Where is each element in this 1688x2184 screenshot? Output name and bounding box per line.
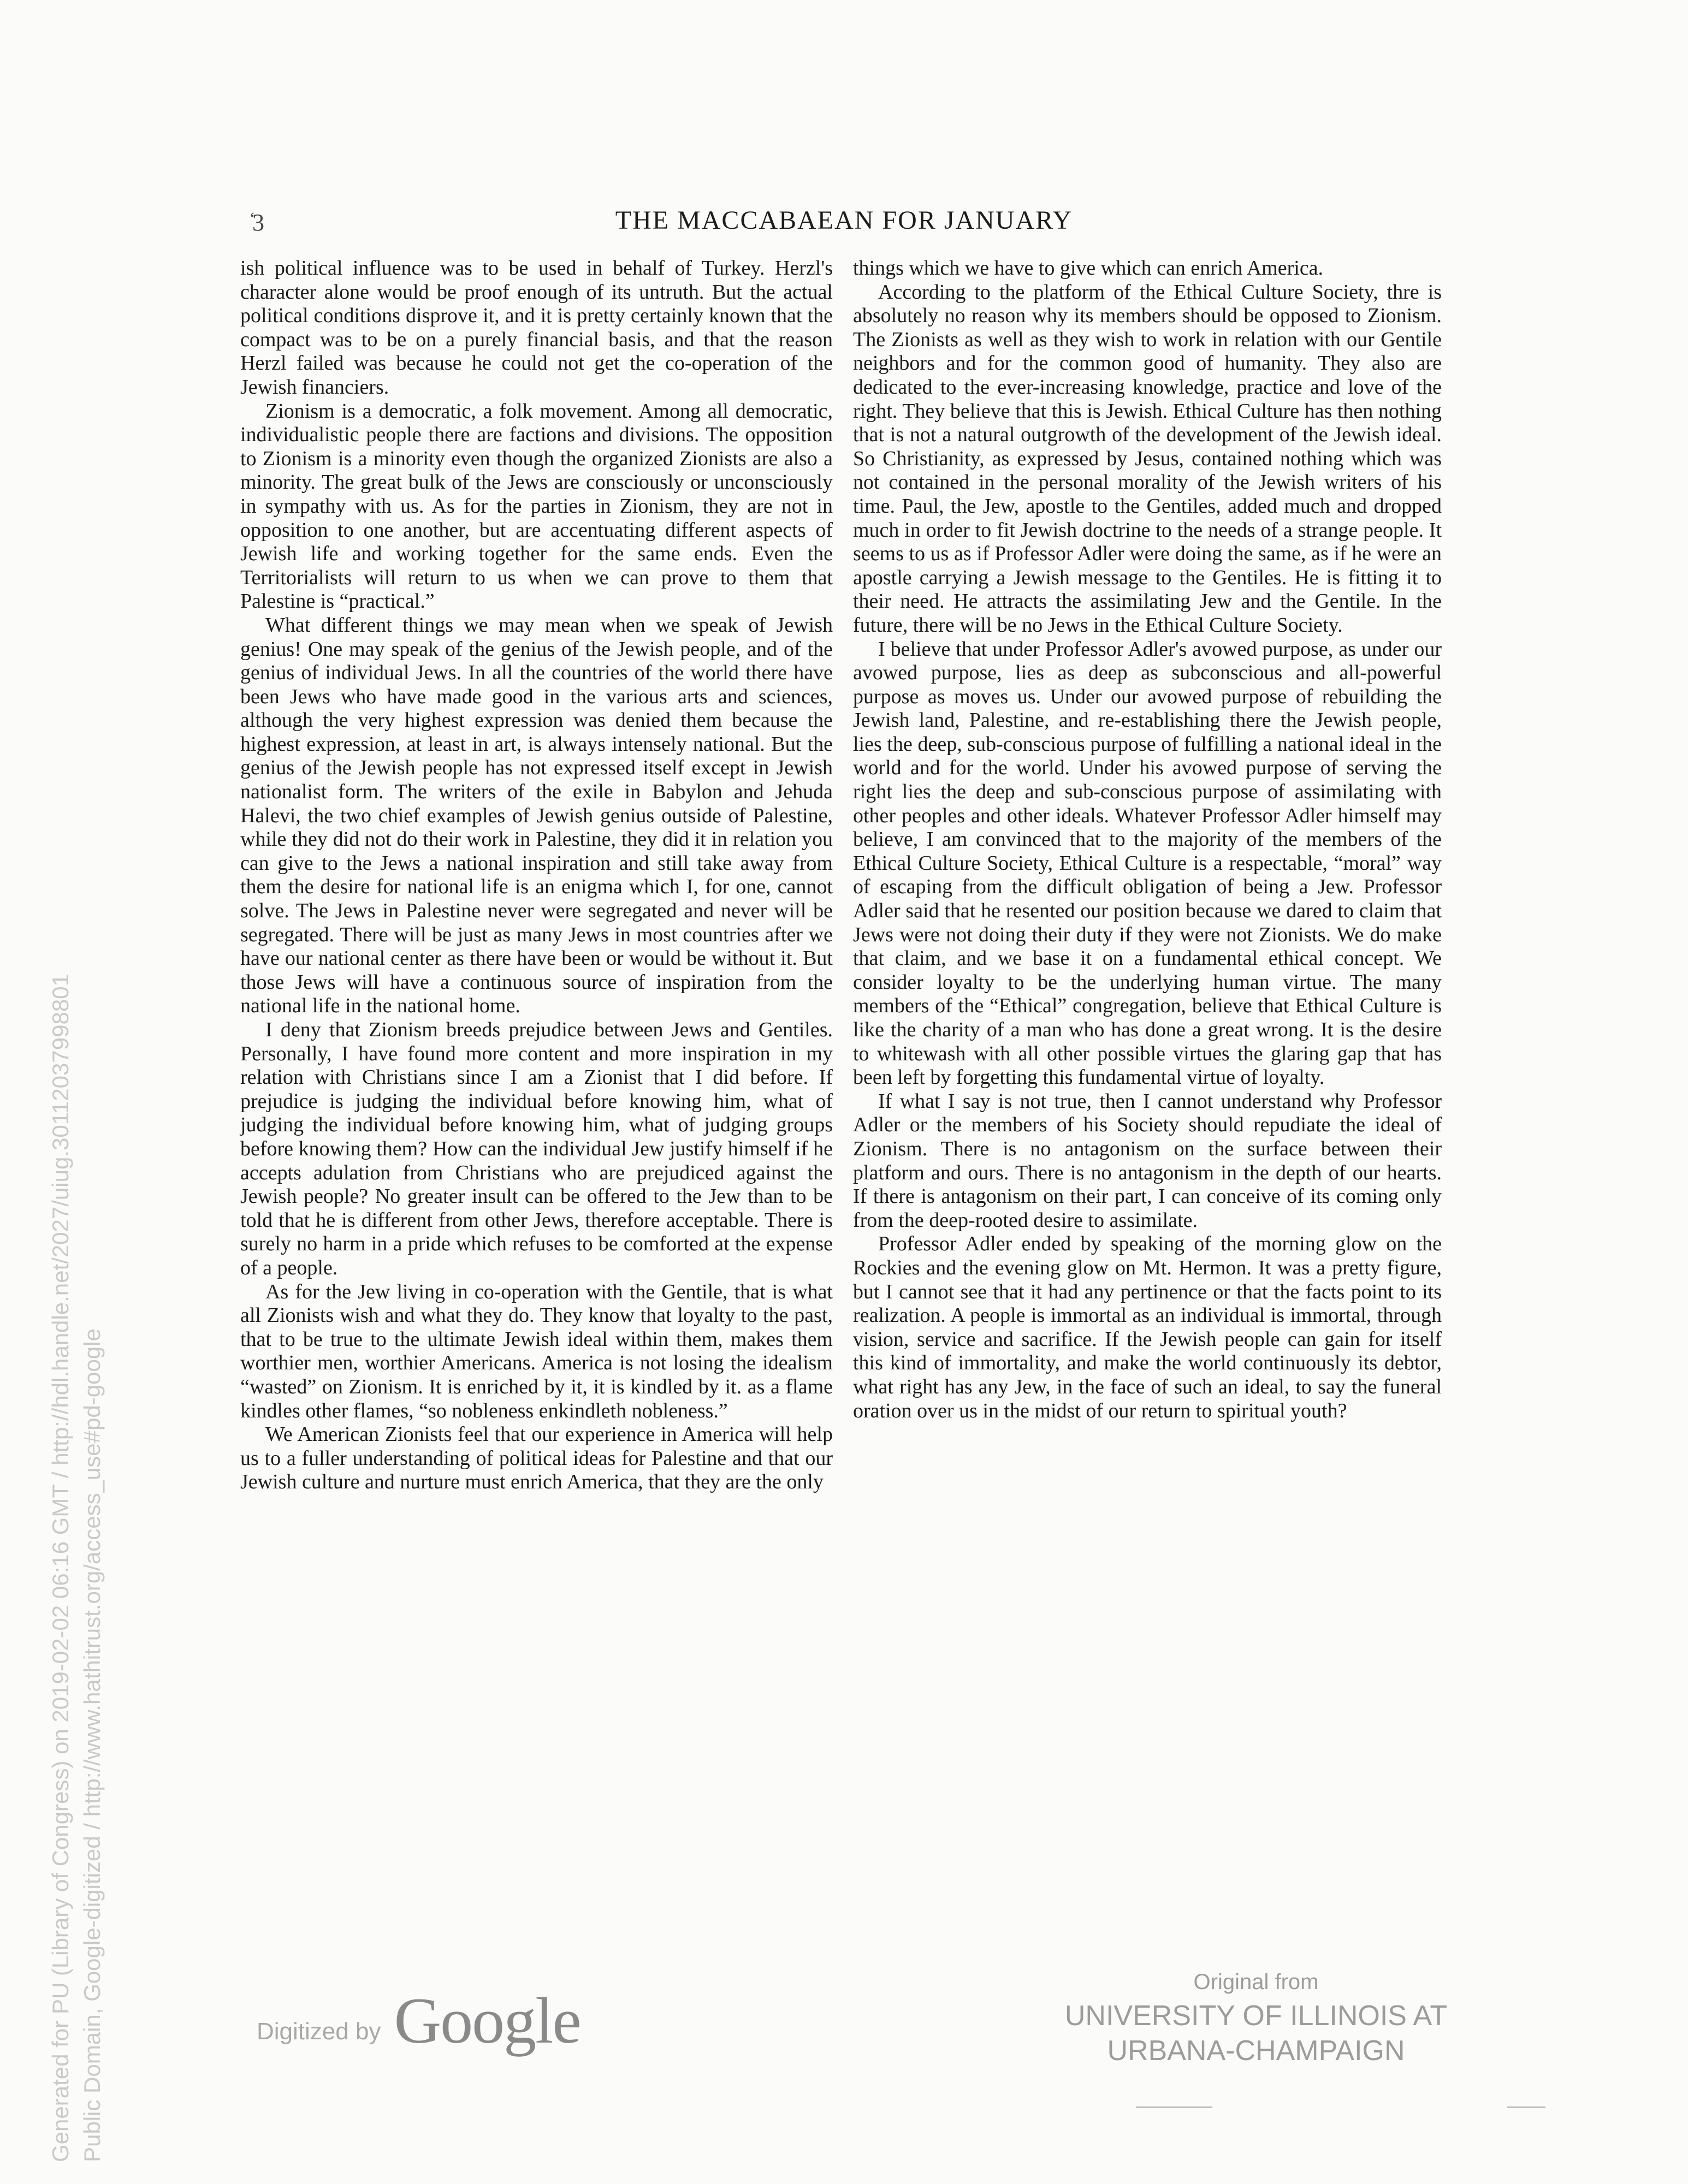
left-column	[240, 257, 833, 1494]
original-label: Original from	[1193, 1970, 1319, 1994]
access-stamp	[45, 306, 108, 2162]
scan-mark	[1136, 2106, 1212, 2108]
paragraph: Zionism is a democratic, a folk movement. Among all democratic, individualistic people there are factions and divisions. The opposition to Zionism is a minority even though the organized Zionists are also a minority. The great bulk of the Jews are consciously or unconsciously in sympathy with us. As for the parties in Zionism, they are not in opposition to one another, but are accentuating different aspects of Jewish life and working together for the same ends. Even the Territorialists will return to us when we can prove to them that Palestine is “practical.”	[240, 399, 833, 613]
paragraph: things which we have to give which can enrich America.	[853, 257, 1324, 280]
page-number: ̒3	[252, 209, 264, 236]
access-stamp-line: Public Domain, Google-digitized / http://www.hathitrust.org/access_use#pd-google	[79, 1328, 105, 2162]
digitized-label: Digitized by	[257, 2018, 381, 2045]
google-logo: Google	[394, 1984, 581, 2057]
paragraph: If what I say is not true, then I cannot understand why Professor Adler or the members of his Society should repudiate the ideal of Zionism. There is no antagonism on the surface between their platform and ours. There is no antagonism in the depth of our hearts. If there is antagonism on their part, I can conceive of its coming only from the deep-rooted desire to assimilate.	[853, 1089, 1442, 1232]
access-stamp-line: Generated for PU (Library of Congress) on 2019-02-02 06:16 GMT / http://hdl.handle.net/2027/uiug.30112037998801	[48, 974, 73, 2162]
running-title: THE MACCABAEAN FOR JANUARY	[615, 206, 1073, 235]
right-column	[853, 257, 1442, 1423]
paragraph: What different things we may mean when we speak of Jewish genius! One may speak of the genius of the Jewish people, and of the genius of individual Jews. In all the countries of the world there have been Jews who have made good in the various arts and sciences, although the very highest expression was denied them because the highest expression, at least in art, is always intensely national. But the genius of the Jewish people has not expressed itself except in Jewish nationalist form. The writers of the exile in Babylon and Jehuda Halevi, the two chief examples of Jewish genius outside of Palestine, while they did not do their work in Palestine, they did it in relation you can give to the Jews a national inspiration and still take away from them the desire for national life is an enigma which I, for one, cannot solve. The Jews in Palestine never were segregated and never will be segregated. There will be just as many Jews in most countries after we have our national center as there have been or would be without it. But those Jews will have a continuous source of inspiration from the national life in the national home.	[240, 613, 833, 1018]
paragraph: Professor Adler ended by speaking of the morning glow on the Rockies and the evening glow on Mt. Hermon. It was a pretty figure, but I cannot see that it had any pertinence or that the facts point to its realization. A people is immortal as an individual is immortal, through vision, service and sacrifice. If the Jewish people can gain for itself this kind of immortality, and make the world continuously its debtor, what right has any Jew, in the face of such an ideal, to say the funeral oration over us in the midst of our return to spiritual youth?	[853, 1232, 1442, 1422]
institution-name: UNIVERSITY OF ILLINOIS AT	[1064, 2000, 1448, 2032]
scan-mark	[1507, 2106, 1545, 2108]
paragraph: I believe that under Professor Adler's avowed purpose, as under our avowed purpose, lies as deep as subconscious and all-powerful purpose as moves us. Under our avowed purpose of rebuilding the Jewish land, Palestine, and re-establishing there the Jewish people, lies the deep, sub-conscious purpose of fulfilling a national ideal in the world and for the world. Under his avowed purpose of serving the right lies the deep and sub-conscious purpose of assimilating with other peoples and other ideals. Whatever Professor Adler himself may believe, I am convinced that to the majority of the members of the Ethical Culture Society, Ethical Culture is a respectable, “moral” way of escaping from the difficult obligation of being a Jew. Professor Adler said that he resented our position because we dared to claim that Jews were not doing their duty if they were not Zionists. We do make that claim, and we base it on a fundamental ethical concept. We consider loyalty to be the underlying human virtue. The many members of the “Ethical” congregation, believe that Ethical Culture is like the charity of a man who has done a great wrong. It is the desire to whitewash with all other possible virtues the glaring gap that has been left by forgetting this fundamental virtue of loyalty.	[853, 637, 1442, 1089]
paragraph: According to the platform of the Ethical Culture Society, thre is absolutely no reason why its members should be opposed to Zionism. The Zionists as well as they wish to work in relation with our Gentile neighbors and for the common good of humanity. They also are dedicated to the ever-increasing knowledge, practice and love of the right. They believe that this is Jewish. Ethical Culture has then nothing that is not a natural outgrowth of the development of the Jewish ideal. So Christianity, as expressed by Jesus, contained nothing which was not contained in the personal morality of the Jewish writers of his time. Paul, the Jew, apostle to the Gentiles, added much and dropped much in order to fit Jewish doctrine to the needs of a strange people. It seems to us as if Professor Adler were doing the same, as if he were an apostle carrying a Jewish message to the Gentiles. He is fitting it to their need. He attracts the assimilating Jew and the Gentile. In the future, there will be no Jews in the Ethical Culture Society.	[853, 280, 1442, 637]
paragraph: ish political influence was to be used in behalf of Turkey. Herzl's character alone would be proof enough of its untruth. But the actual political conditions disprove it, and it is pretty certainly known that the compact was to be on a purely financial basis, and that the reason Herzl failed was because he could not get the co-operation of the Jewish financiers.	[240, 257, 833, 399]
paragraph: I deny that Zionism breeds prejudice between Jews and Gentiles. Personally, I have found more content and more inspiration in my relation with Christians since I am a Zionist that I did before. If prejudice is judging the individual before knowing him, what of judging the individual before knowing him, what of judging groups before knowing them? How can the individual Jew justify himself if he accepts adulation from Christians who are prejudiced against the Jewish people? No greater insult can be offered to the Jew than to be told that he is different from other Jews, therefore acceptable. There is surely no harm in a pride which refuses to be comforted at the expense of a people.	[240, 1018, 833, 1279]
paragraph: We American Zionists feel that our experience in America will help us to a fuller understanding of political ideas for Palestine and that our Jewish culture and nurture must enrich America, that they are the only	[240, 1423, 833, 1494]
digitized-by-mark	[257, 1984, 581, 2058]
paragraph: As for the Jew living in co-operation with the Gentile, that is what all Zionists wish and what they do. They know that loyalty to the past, that to be true to the ultimate Jewish ideal within them, makes them worthier men, worthier Americans. America is not losing the idealism “wasted” on Zionism. It is enriched by it, it is kindled by it. as a flame kindles other flames, “so nobleness enkindleth nobleness.”	[240, 1280, 833, 1422]
original-source	[1038, 1966, 1474, 2068]
institution-name: URBANA-CHAMPAIGN	[1107, 2035, 1405, 2067]
